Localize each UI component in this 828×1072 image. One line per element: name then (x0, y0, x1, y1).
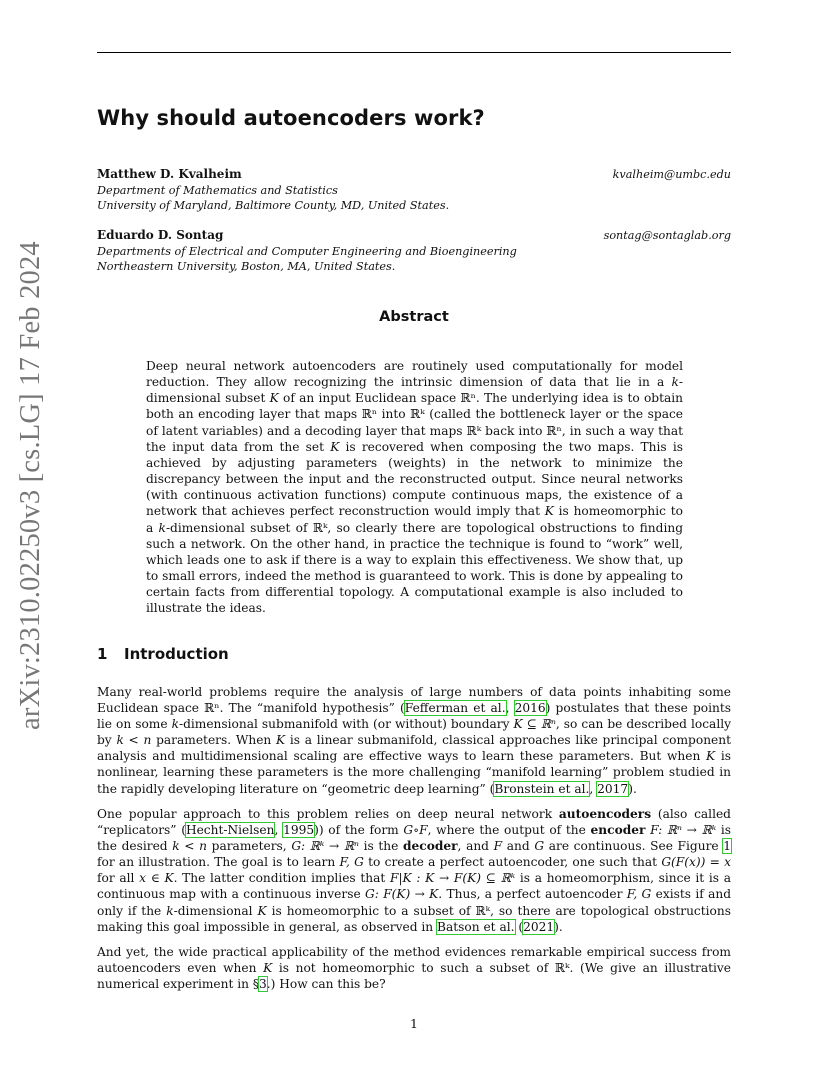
author-name: Matthew D. Kvalheim (97, 167, 242, 181)
citation-link[interactable]: Batson et al. (437, 919, 515, 934)
figure-link[interactable]: 1 (723, 839, 732, 854)
abstract-heading: Abstract (379, 309, 449, 325)
citation-link[interactable]: 1995 (283, 823, 315, 838)
top-rule (97, 52, 731, 53)
arxiv-stamp: arXiv:2310.02250v3 [cs.LG] 17 Feb 2024 (15, 241, 46, 730)
author-affiliation: Department of Mathematics and Statistics (97, 183, 338, 197)
author-block-1 (97, 167, 731, 214)
intro-paragraph-1: Many real-world problems require the analysis of large numbers of data points inhabiting some Euclidean space ℝⁿ. The “manifold hypothesis” (Fefferman et al., 2016) postulates that these points lie on some k-dimensional submanifold with (or without) boundary K ⊆ ℝⁿ, so can be described locally by k < n parameters. When K is a linear submanifold, classical approaches like principal component analysis and multidimensional scaling are effective ways to learn these parameters. But when K is nonlinear, learning these parameters is the more challenging “manifold learning” problem studied in the rapidly developing literature on “geometric deep learning” (Bronstein et al., 2017). (97, 685, 732, 796)
citation-link[interactable]: 2016 (514, 701, 546, 716)
author-affiliation: Northeastern University, Boston, MA, United States. (97, 260, 396, 273)
citation-link[interactable]: 2017 (597, 781, 629, 796)
section-title: Introduction (124, 645, 229, 663)
section-number: 1 (97, 645, 108, 663)
paper-title: Why should autoencoders work? (97, 106, 485, 130)
section-heading (97, 645, 229, 663)
citation-link[interactable]: Hecht-Nielsen (185, 823, 275, 838)
author-block-2 (97, 228, 731, 275)
author-name: Eduardo D. Sontag (97, 228, 224, 242)
section-link[interactable]: 3 (258, 977, 267, 992)
author-email[interactable]: kvalheim@umbc.edu (612, 168, 731, 181)
abstract-text: Deep neural network autoencoders are routinely used computationally for model reduction. They allow recognizing the intrinsic dimension of data that lie in a k-dimensional subset K of an input Euclidean space ℝⁿ. The underlying idea is to obtain both an encoding layer that maps ℝⁿ into ℝᵏ (called the bottleneck layer or the space of latent variables) and a decoding layer that maps ℝᵏ back into ℝⁿ, in such a way that the input data from the set K is recovered when composing the two maps. This is achieved by adjusting parameters (weights) in the network to minimize the discrepancy between the input and the reconstructed output. Since neural networks (with continuous activation functions) compute continuous maps, the existence of a network that achieves perfect reconstruction would imply that K is homeomorphic to a k-dimensional subset of ℝᵏ, so clearly there are topological obstructions to finding such a network. On the other hand, in practice the technique is found to “work” well, which leads one to ask if there is a way to explain this effectiveness. We show that, up to small errors, indeed the method is guaranteed to work. This is done by appealing to certain facts from differential topology. A computational example is also included to illustrate the ideas. (146, 359, 684, 616)
intro-paragraph-3: And yet, the wide practical applicability of the method evidences remarkable empirical success from autoencoders even when K is not homeomorphic to such a subset of ℝᵏ. (We give an illustrative numerical experiment in §3.) How can this be? (97, 945, 732, 992)
citation-link[interactable]: Fefferman et al. (404, 701, 506, 716)
intro-paragraph-2: One popular approach to this problem relies on deep neural network autoencoders (also called “replicators” (Hecht-Nielsen, 1995)) of the form G∘F, where the output of the encoder F: ℝⁿ → ℝᵏ is the desired k < n parameters, G: ℝᵏ → ℝⁿ is the decoder, and F and G are continuous. See Figure 1 for an illustration. The goal is to learn F, G to create a perfect autoencoder, one such that G(F(x)) = x for all x ∈ K. The latter condition implies that F|K : K → F(K) ⊆ ℝᵏ is a homeomorphism, since it is a continuous map with a continuous inverse G: F(K) → K. Thus, a perfect autoencoder F, G exists if and only if the k-dimensional K is homeomorphic to a subset of ℝᵏ, so there are topological obstructions making this goal impossible in general, as observed in Batson et al. (2021). (97, 807, 732, 934)
author-affiliation: University of Maryland, Baltimore County, MD, United States. (97, 199, 450, 212)
page-number: 1 (410, 1016, 418, 1031)
author-email[interactable]: sontag@sontaglab.org (603, 229, 731, 242)
citation-link[interactable]: Bronstein et al. (494, 781, 590, 796)
author-affiliation: Departments of Electrical and Computer Engineering and Bioengineering (97, 244, 517, 258)
citation-link[interactable]: 2021 (523, 919, 555, 934)
